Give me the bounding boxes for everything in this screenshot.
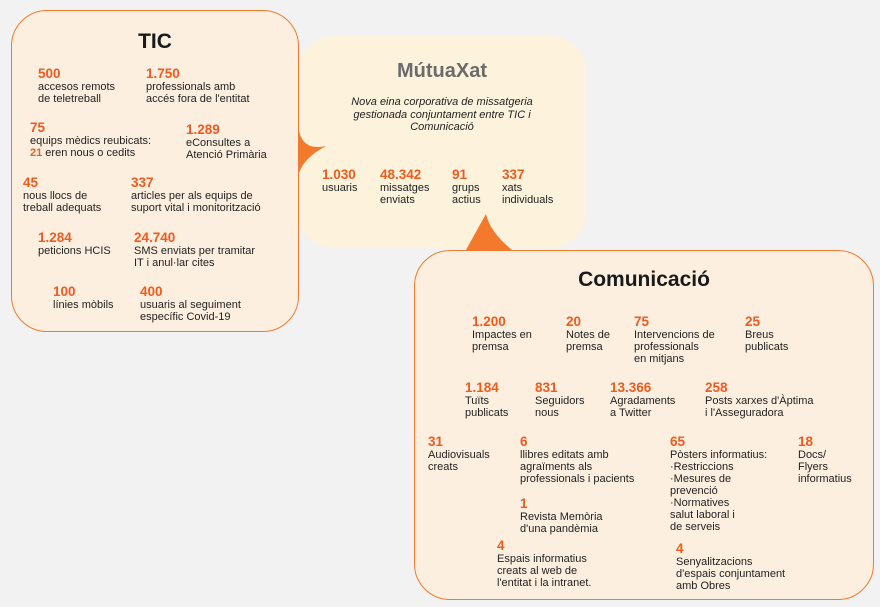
comunicacio-title: Comunicació: [578, 268, 710, 291]
mutuaxat-subtitle: Nova eina corporativa de missatgeria gestionada conjuntament entre TIC i Comunicació: [351, 96, 533, 133]
tic-stat-covid-users: 400 usuaris al seguiment específic Covid-19: [140, 284, 241, 323]
com-stat-magazine: 1 Revista Memòria d'una pandèmia: [520, 496, 603, 535]
tic-stat-mobile-lines: 100 línies mòbils: [53, 284, 114, 311]
mutuaxat-title: MútuaXat: [397, 60, 487, 82]
tic-stat-sms: 24.740 SMS enviats per tramitar IT i anul·lar cites: [134, 230, 256, 269]
tic-title: TIC: [138, 30, 172, 53]
mutuaxat-stat-messages: 48.342 missatges enviats: [380, 167, 430, 206]
com-stat-audiovisuals: 31 Audiovisuals creats: [428, 434, 490, 473]
com-stat-books: 6 llibres editats amb agraïments als professionals i pacients: [520, 434, 635, 485]
tic-stat-professionals-access: 1.750 professionals amb accés fora de l'entitat: [146, 66, 250, 105]
tic-stat-medical-equipment: 75 equips mèdics reubicats: 21 eren nous o cedits: [30, 120, 152, 159]
com-stat-twitter-likes: 13.366 Agradaments a Twitter: [610, 380, 676, 419]
tic-stat-workplaces: 45 nous llocs de treball adequats: [23, 175, 102, 214]
com-stat-signage: 4 Senyalitzacions d'espais conjuntament amb Obres: [676, 541, 786, 592]
mutuaxat-stat-groups: 91 grups actius: [452, 167, 481, 206]
tic-stat-econsultes: 1.289 eConsultes a Atenció Primària: [186, 122, 267, 161]
com-stat-flyers: 18 Docs/ Flyers informatius: [798, 434, 852, 485]
tic-stat-hcis-requests: 1.284 peticions HCIS: [38, 230, 111, 257]
com-stat-info-spaces: 4 Espais informatius creats al web de l'entitat i la intranet.: [497, 538, 592, 589]
com-stat-followers: 831 Seguidors nous: [535, 380, 585, 419]
mutuaxat-stat-users: 1.030 usuaris: [322, 167, 358, 194]
com-stat-posters: 65 Pòsters informatius: ·Restriccions ·Mesures de prevenció ·Normatives salut laboral i de serveis: [670, 434, 768, 533]
com-stat-press-notes: 20 Notes de premsa: [566, 314, 611, 353]
com-stat-tweets: 1.184 Tuïts publicats: [465, 380, 509, 419]
tic-stat-articles: 337 articles per als equips de suport vital i monitorització: [131, 175, 261, 214]
mutuaxat-stat-chats: 337 xats individuals: [502, 167, 554, 206]
com-stat-social-posts: 258 Posts xarxes d'Àptima i l'Asseguradora: [705, 380, 814, 419]
com-stat-briefs: 25 Breus publicats: [745, 314, 789, 353]
tic-stat-remote-access: 500 accesos remots de teletreball: [38, 66, 116, 105]
com-stat-press-impacts: 1.200 Impactes en premsa: [472, 314, 532, 353]
com-stat-media-interventions: 75 Intervencions de professionals en mitjans: [634, 314, 715, 365]
connector-mutuaxat-comunicacio: [466, 214, 512, 250]
